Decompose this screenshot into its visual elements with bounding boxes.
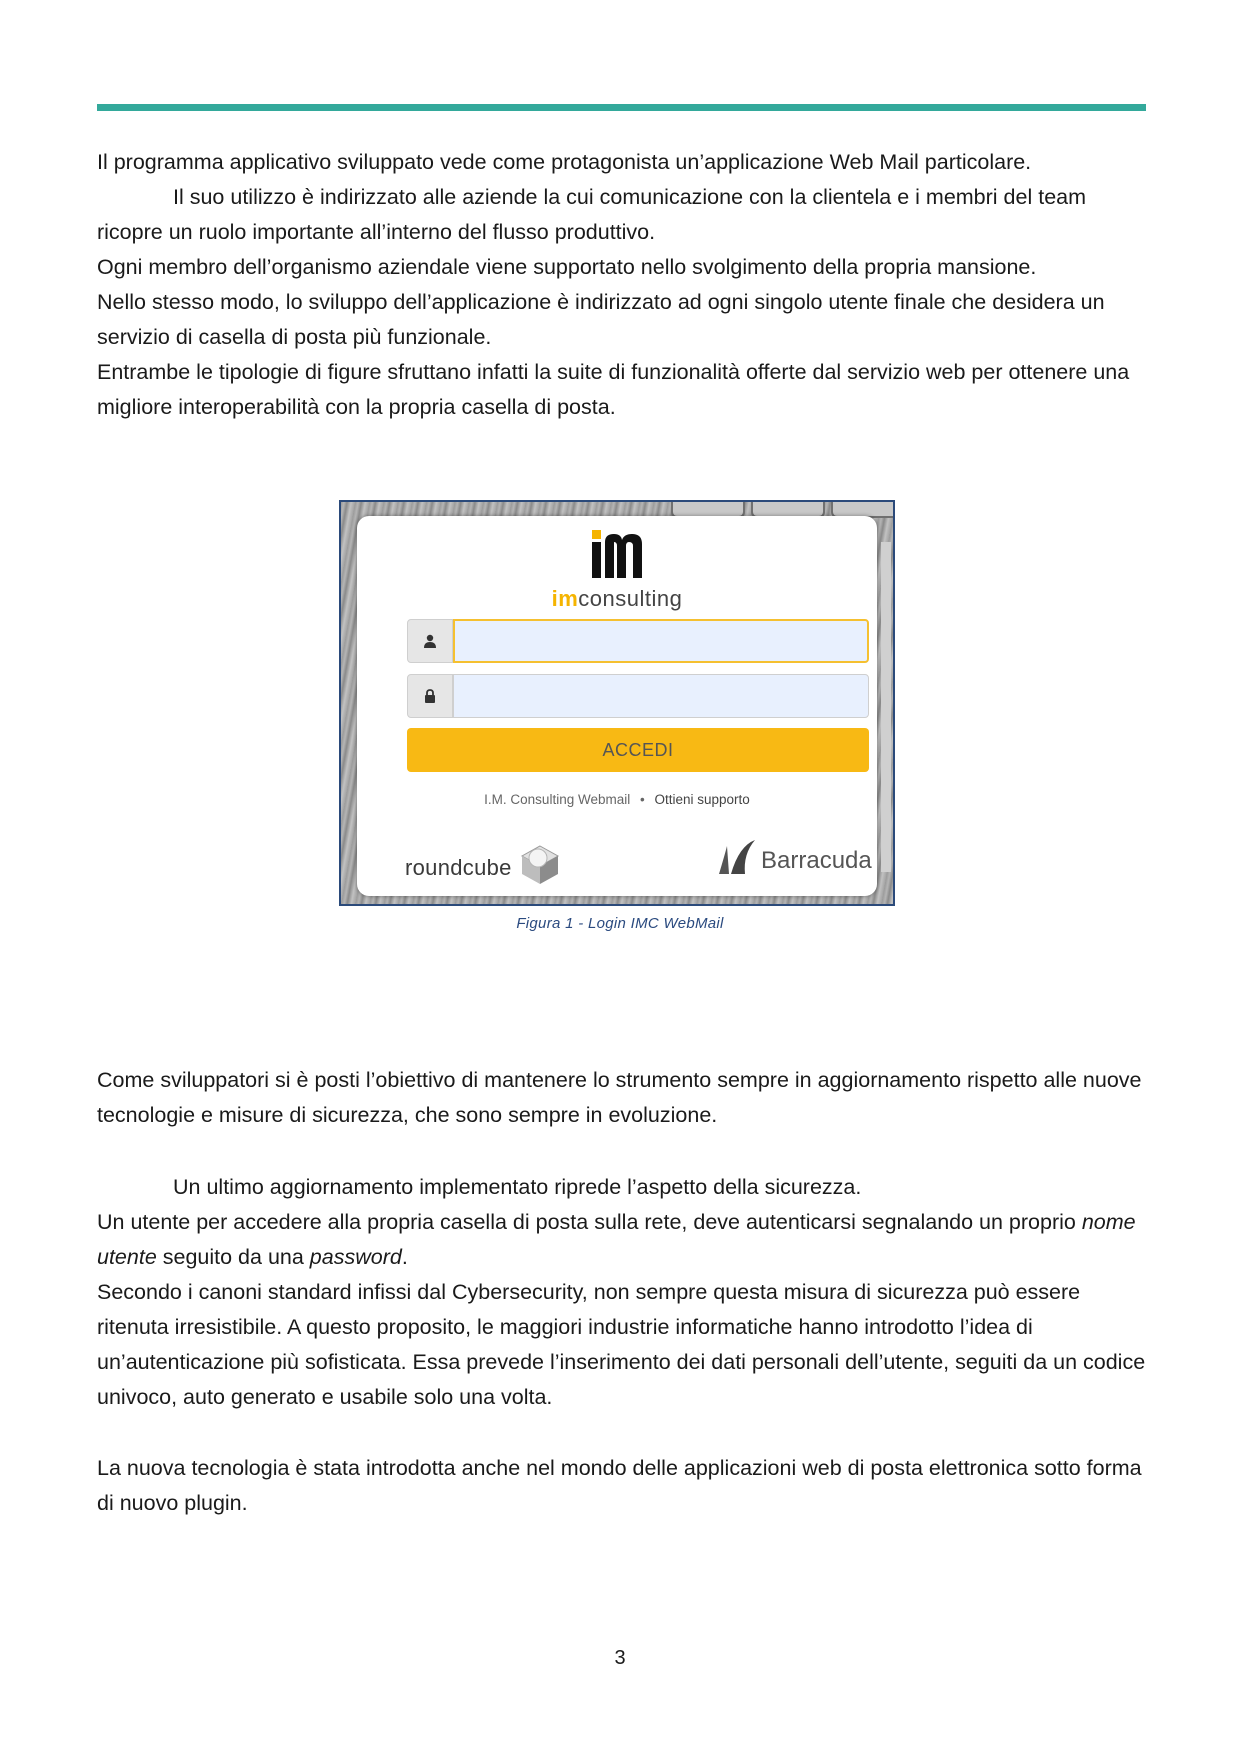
support-link[interactable]: Ottieni supporto: [654, 792, 750, 807]
roundcube-label: roundcube: [405, 854, 512, 880]
plugin-paragraph: [97, 1451, 1149, 1521]
imconsulting-logo-icon: [357, 530, 877, 583]
developers-paragraph: [97, 1063, 1149, 1133]
footer-separator: •: [640, 792, 645, 807]
intro-line-2: Il suo utilizzo è indirizzato alle aziende la cui comunicazione con la clientela e i membri del team ricopre un ruolo importante all’interno del flusso produttivo.: [97, 185, 1087, 244]
security-line-2-mid: seguito da una: [156, 1245, 310, 1269]
barracuda-fin-icon: [717, 840, 757, 881]
webmail-name: I.M. Consulting Webmail: [484, 792, 631, 807]
username-row: [407, 619, 869, 663]
page-number: 3: [614, 1647, 626, 1669]
login-card: [357, 516, 877, 896]
lock-icon: [407, 674, 453, 718]
developers-text: Come sviluppatori si è posti l’obiettivo di mantenere lo strumento sempre in aggiornamento rispetto alle nuove tecnologie e misure di sicurezza, che sono sempre in evoluzione.: [97, 1068, 1142, 1127]
background-panel: [881, 542, 891, 872]
intro-line-4: Nello stesso modo, lo sviluppo dell’applicazione è indirizzato ad ogni singolo utente finale che desidera un servizio di casella di posta più funzionale.: [97, 290, 1105, 349]
intro-paragraph: [97, 145, 1149, 425]
header-rule: [97, 104, 1146, 111]
username-term: nome utente: [97, 1210, 1136, 1269]
barracuda-label: Barracuda: [761, 846, 872, 874]
wordmark-prefix: im: [551, 586, 579, 611]
intro-line-3: Ogni membro dell’organismo aziendale viene supportato nello svolgimento della propria mansione.: [97, 255, 1037, 279]
security-line-1: Un ultimo aggiornamento implementato riprede l’aspetto della sicurezza.: [173, 1175, 862, 1199]
intro-line-5: Entrambe le tipologie di figure sfruttano infatti la suite di funzionalità offerte dal servizio web per ottenere una migliore interoperabilità con la propria casella di posta.: [97, 360, 1130, 419]
intro-line-1: Il programma applicativo sviluppato vede come protagonista un’applicazione Web Mail particolare.: [97, 150, 1032, 174]
barracuda-logo: [717, 840, 872, 881]
login-button[interactable]: ACCEDI: [407, 728, 869, 772]
plugin-text: La nuova tecnologia è stata introdotta anche nel mondo delle applicazioni web di posta elettronica sotto forma di nuovo plugin.: [97, 1456, 1142, 1515]
security-paragraph: [97, 1170, 1149, 1415]
password-input[interactable]: [453, 674, 869, 718]
login-footer: [357, 792, 877, 807]
login-screenshot-figure: [339, 500, 895, 906]
roundcube-cube-icon: [518, 844, 562, 891]
figure-caption: Figura 1 - Login IMC WebMail: [516, 915, 724, 932]
username-input[interactable]: [453, 619, 869, 663]
wordmark-suffix: consulting: [578, 586, 683, 611]
security-line-2-start: Un utente per accedere alla propria casella di posta sulla rete, deve autenticarsi segnalando un proprio: [97, 1210, 1082, 1234]
password-term: password: [309, 1245, 402, 1269]
password-row: [407, 674, 869, 718]
imconsulting-wordmark: [357, 586, 877, 612]
user-icon: [407, 619, 453, 663]
security-line-3: Secondo i canoni standard infissi dal Cybersecurity, non sempre questa misura di sicurezza può essere ritenuta irresistibile. A questo proposito, le maggiori industrie informatiche hanno introdotto l’idea di un’autenticazione più sofisticata. Essa prevede l’inserimento dei dati personali dell’utente, seguiti da un codice univoco, auto generato e usabile solo una volta.: [97, 1280, 1146, 1409]
security-line-2-end: .: [401, 1245, 408, 1269]
security-line-2: [97, 1205, 1149, 1275]
roundcube-logo: [405, 844, 562, 891]
